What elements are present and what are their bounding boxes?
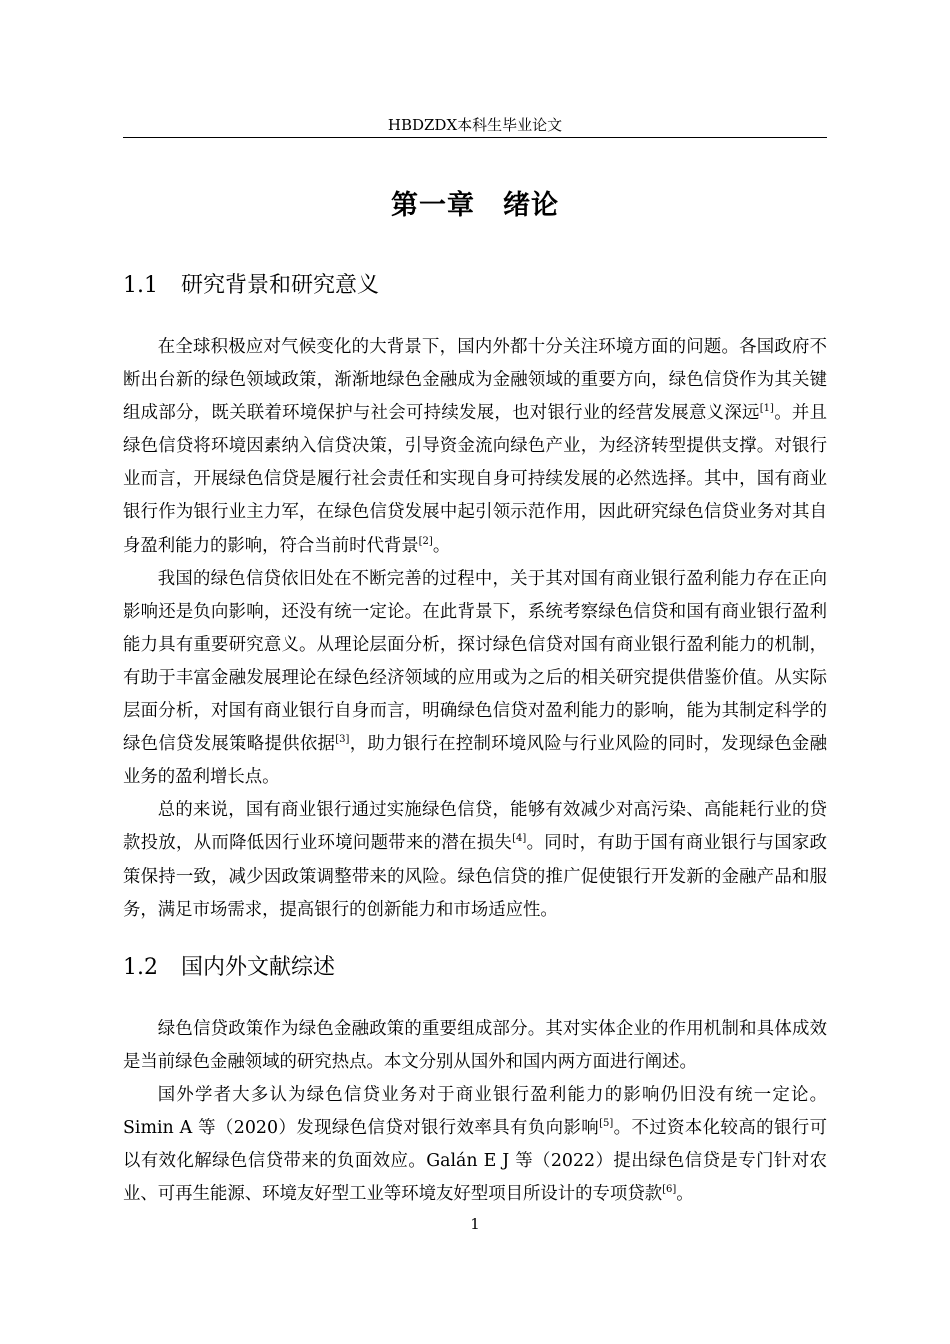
text-run: 我国的绿色信贷依旧处在不断完善的过程中，关于其对国有商业银行盈利能力存在正向影响还是负向影响，还没有统一定论。在此背景下，系统考察绿色信贷和国有商业银行盈利能力具有重要研究意义。从理论层面分析，探讨绿色信贷对国有商业银行盈利能力的机制，有助于丰富金融发展理论在绿色经济领域的应用或为之后的相关研究提供借鉴价值。从实际层面分析，对国有商业银行自身而言，明确绿色信贷对盈利能力的影响，能为其制定科学的绿色信贷发展策略提供依据 — [123, 568, 827, 755]
text-run: 绿色信贷政策作为绿色金融政策的重要组成部分。其对实体企业的作用机制和具体成效是当前绿色金融领域的研究热点。本文分别从国外和国内两方面进行阐述。 — [123, 1019, 827, 1073]
text-run: 国外学者大多认为绿色信贷业务对于商业银行盈利能力的影响仍旧没有统一定论。Simin A 等（2020）发现绿色信贷对银行效率具有负向影响 — [123, 1085, 827, 1139]
text-run: 。不过资本化较高的银行可以有效化解绿色信贷带来的负面效应。Galán E J 等（2022）提出绿色信贷是专门针对农业、可再生能源、环境友好型工业等环境友好型项目所设计的专项贷款 — [123, 1118, 827, 1205]
text-run: 总的来说，国有商业银行通过实施绿色信贷，能够有效减少对高污染、高能耗行业的贷款投放，从而降低因行业环境问题带来的潜在损失 — [123, 800, 827, 854]
text-run: 在全球积极应对气候变化的大背景下，国内外都十分关注环境方面的问题。各国政府不断出台新的绿色领域政策，渐渐地绿色金融成为金融领域的重要方向，绿色信贷作为其关键组成部分，既关联着环境保护与社会可持续发展，也对银行业的经营发展意义深远 — [123, 337, 827, 424]
text-run: 。同时，有助于国有商业银行与国家政策保持一致，减少因政策调整带来的风险。绿色信贷的推广促使银行开发新的金融产品和服务，满足市场需求，提高银行的创新能力和市场适应性。 — [123, 833, 827, 920]
paragraph — [123, 331, 827, 563]
header-rule — [123, 137, 827, 138]
text-run: 。并且绿色信贷将环境因素纳入信贷决策，引导资金流向绿色产业，为经济转型提供支撑。对银行业而言，开展绿色信贷是履行社会责任和实现自身可持续发展的必然选择。其中，国有商业银行作为银行业主力军，在绿色信贷发展中起引领示范作用，因此研究绿色信贷业务对其自身盈利能力的影响，符合当前时代背景 — [123, 403, 827, 556]
chapter-title: 第一章 绪论 — [391, 190, 559, 221]
section-title: 研究背景和研究意义 — [181, 273, 380, 298]
section-heading-1-2 — [123, 952, 827, 984]
text-run: 。 — [432, 535, 451, 556]
section-title: 国内外文献综述 — [181, 955, 336, 980]
page-number: 1 — [470, 1215, 480, 1233]
citation-marker: [6] — [662, 1184, 677, 1196]
citation-marker: [3] — [335, 734, 350, 746]
section-1-1-body — [123, 331, 827, 927]
paragraph — [123, 1013, 827, 1079]
paragraph — [123, 1079, 827, 1211]
paragraph — [123, 794, 827, 926]
running-head: HBDZDX本科生毕业论文 — [387, 116, 563, 134]
paragraph — [123, 563, 827, 795]
text-run: 。 — [676, 1184, 694, 1205]
text-run: ，助力银行在控制环境风险与行业风险的同时，发现绿色金融业务的盈利增长点。 — [123, 734, 827, 788]
citation-marker: [1] — [759, 403, 774, 415]
citation-marker: [5] — [599, 1118, 614, 1130]
section-heading-1-1 — [123, 270, 827, 302]
citation-marker: [2] — [418, 535, 433, 547]
citation-marker: [4] — [512, 833, 527, 845]
section-1-2-body — [123, 1013, 827, 1212]
section-number: 1.1 — [123, 273, 158, 298]
section-number: 1.2 — [123, 955, 158, 980]
